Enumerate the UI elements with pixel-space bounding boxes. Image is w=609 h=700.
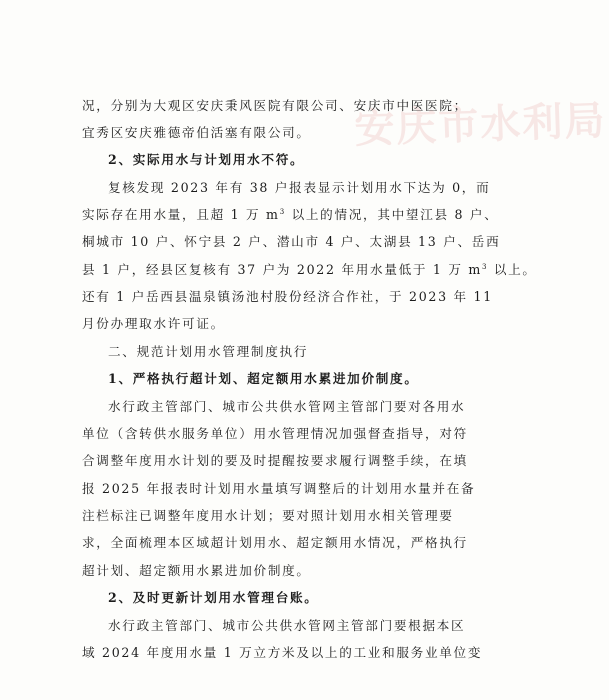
body-line: 月份办理取水许可证。 [82,316,225,331]
body-line: 水行政主管部门、城市公共供水管网主管部门要根据本区 [108,618,466,633]
section-subheading: 2、及时更新计划用水管理台账。 [108,590,319,605]
official-seal-watermark: 安庆市水利局 [353,96,608,153]
body-line: 单位（含转供水服务单位）用水管理情况加强督查指导，对符 [82,426,468,441]
body-line: 况，分别为大观区安庆秉风医院有限公司、安庆市中医医院； [82,98,468,113]
body-line: 水行政主管部门、城市公共供水管网主管部门要对各用水 [108,399,466,414]
section-heading: 二、规范计划用水管理制度执行 [108,344,309,359]
body-line: 求，全面梳理本区域超计划用水、超定额用水情况，严格执行 [82,535,468,550]
body-line: 县 1 户，经县区复核有 37 户为 2022 年用水量低于 1 万 $m^3$ 以上。 [82,262,537,277]
body-line: 域 2024 年度用水量 1 万立方米及以上的工业和服务业单位变 [82,645,483,660]
body-line: 桐城市 10 户、怀宁县 2 户、潜山市 4 户、太湖县 13 户、岳西 [82,234,501,249]
section-subheading: 2、实际用水与计划用水不符。 [108,152,305,167]
section-subheading: 1、严格执行超计划、超定额用水累进加价制度。 [108,371,419,386]
body-line: 超计划、超定额用水累进加价制度。 [82,563,311,578]
superscript: 3 [279,207,286,216]
body-line: 实际存在用水量，且超 1 万 $m^3$ 以上的情况，其中望江县 8 户、 [82,207,499,222]
superscript: 3 [481,262,489,271]
body-line: 注栏标注已调整年度用水计划；要对照计划用水相关管理要 [82,508,454,523]
body-line: 宜秀区安庆雅德帝伯活塞有限公司。 [82,125,311,140]
body-line: 复核发现 2023 年有 38 户报表显示计划用水下达为 0，而 [108,180,491,195]
body-line: 合调整年度用水计划的要及时提醒按要求履行调整手续，在填 [82,453,468,468]
body-line: 报 2025 年报表时计划用水量填写调整后的计划用水量并在备 [82,481,476,496]
body-line: 还有 1 户岳西县温泉镇汤池村股份经济合作社，于 2023 年 11 [82,289,493,304]
